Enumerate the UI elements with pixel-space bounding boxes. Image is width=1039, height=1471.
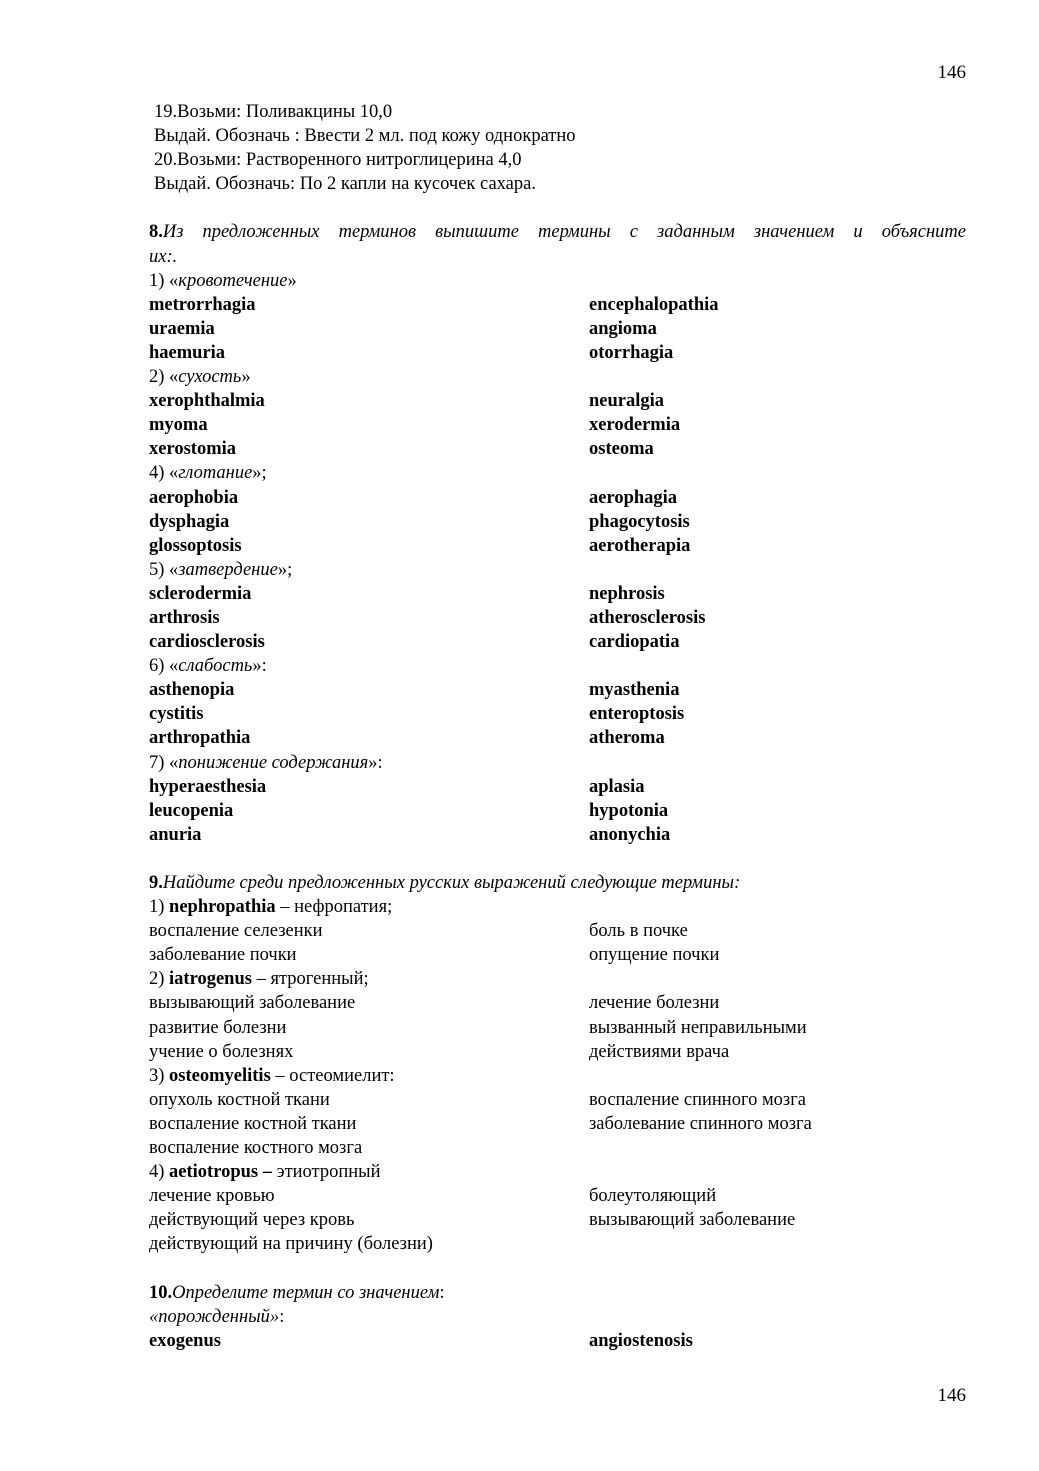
term-row bbox=[149, 606, 966, 630]
term-right: atheroma bbox=[589, 728, 665, 749]
term-row bbox=[149, 799, 966, 823]
option-row bbox=[149, 943, 966, 967]
term-right: aerophagia bbox=[589, 487, 678, 508]
meaning-number: 1) « bbox=[149, 270, 179, 291]
task9-groups bbox=[149, 895, 966, 1256]
term-row bbox=[149, 341, 966, 365]
meaning-heading bbox=[149, 558, 966, 582]
meaning-word: слабость bbox=[178, 656, 253, 677]
option-row bbox=[149, 1040, 966, 1064]
term-left: xerophthalmia bbox=[149, 391, 265, 412]
term-left: воспаление селезенки bbox=[149, 921, 323, 942]
term-left: asthenopia bbox=[149, 680, 235, 701]
term-left: опухоль костной ткани bbox=[149, 1089, 330, 1110]
term-right: заболевание спинного мозга bbox=[589, 1113, 812, 1134]
term-right: aplasia bbox=[589, 776, 645, 797]
term-right: cardiopatia bbox=[589, 632, 680, 653]
latin-term: osteomyelitis bbox=[169, 1065, 271, 1086]
term-left: leucopenia bbox=[149, 800, 234, 821]
term-left: воспаление костной ткани bbox=[149, 1113, 357, 1134]
meaning-close: »: bbox=[368, 752, 383, 773]
term-right: действиями врача bbox=[589, 1041, 730, 1062]
term-left: учение о болезнях bbox=[149, 1041, 294, 1062]
meaning-close: »; bbox=[252, 463, 267, 484]
meaning-word: сухость bbox=[178, 367, 242, 388]
term-row bbox=[149, 437, 966, 461]
task10-instruction-end: : bbox=[439, 1282, 445, 1303]
task10-instruction bbox=[149, 1281, 966, 1305]
term-right: воспаление спинного мозга bbox=[589, 1089, 807, 1110]
task8-groups bbox=[149, 269, 966, 847]
term-left: exogenus bbox=[149, 1330, 221, 1351]
term-heading bbox=[149, 1160, 966, 1184]
term-row bbox=[149, 775, 966, 799]
meaning-word: затвердение bbox=[178, 559, 278, 580]
task10-meaning: «порожденный» bbox=[149, 1306, 280, 1327]
term-row bbox=[149, 389, 966, 413]
term-left: metrorrhagia bbox=[149, 294, 256, 315]
term-left: glossoptosis bbox=[149, 535, 242, 556]
term-left: sclerodermia bbox=[149, 583, 252, 604]
option-row bbox=[149, 1136, 966, 1160]
task10-number: 10. bbox=[149, 1282, 173, 1303]
term-translation: – ятрогенный; bbox=[251, 969, 369, 990]
meaning-close: » bbox=[241, 367, 251, 388]
term-translation: – остеомиелит: bbox=[270, 1065, 395, 1086]
meaning-close: »; bbox=[277, 559, 293, 580]
term-row bbox=[149, 582, 966, 606]
task10-rows bbox=[149, 1329, 966, 1353]
term-left: uraemia bbox=[149, 318, 215, 339]
term-row bbox=[149, 630, 966, 654]
term-right: otorrhagia bbox=[589, 342, 674, 363]
option-row bbox=[149, 1088, 966, 1112]
term-left: hyperaesthesia bbox=[149, 776, 267, 797]
term-number: 2) bbox=[149, 969, 170, 990]
option-row bbox=[149, 1232, 966, 1256]
term-right: xerodermia bbox=[589, 415, 681, 436]
meaning-heading bbox=[149, 461, 966, 485]
meaning-close: »: bbox=[252, 656, 267, 677]
term-number: 3) bbox=[149, 1065, 170, 1086]
term-right: aerotherapia bbox=[589, 535, 691, 556]
meaning-number: 4) « bbox=[149, 463, 179, 484]
term-row bbox=[149, 486, 966, 510]
term-heading bbox=[149, 967, 966, 991]
option-row bbox=[149, 1016, 966, 1040]
term-left: действующий на причину (болезни) bbox=[149, 1234, 433, 1255]
term-left: действующий через кровь bbox=[149, 1210, 355, 1231]
term-row bbox=[149, 702, 966, 726]
term-right: angiostenosis bbox=[589, 1330, 693, 1351]
meaning-number: 2) « bbox=[149, 367, 179, 388]
term-left: dysphagia bbox=[149, 511, 230, 532]
term-row bbox=[149, 534, 966, 558]
option-row bbox=[149, 1184, 966, 1208]
term-left: заболевание почки bbox=[149, 945, 297, 966]
term-heading bbox=[149, 1064, 966, 1088]
term-left: arthropathia bbox=[149, 728, 251, 749]
task9-number: 9. bbox=[149, 873, 163, 893]
task8-number: 8. bbox=[149, 222, 163, 243]
term-row bbox=[149, 726, 966, 750]
term-left: cystitis bbox=[149, 704, 204, 725]
meaning-word: кровотечение bbox=[178, 270, 288, 291]
meaning-heading bbox=[149, 751, 966, 775]
term-translation: этиотропный bbox=[272, 1162, 381, 1183]
prescription-line: Выдай. Обозначь: По 2 капли на кусочек сахара. bbox=[154, 174, 536, 195]
term-row bbox=[149, 823, 966, 847]
term-left: aerophobia bbox=[149, 487, 239, 508]
meaning-number: 5) « bbox=[149, 559, 179, 580]
term-right: phagocytosis bbox=[589, 511, 690, 532]
term-right: neuralgia bbox=[589, 391, 665, 412]
term-number: 1) bbox=[149, 897, 170, 918]
page-number-bottom: 146 bbox=[937, 1385, 966, 1406]
term-right: osteoma bbox=[589, 439, 654, 460]
latin-term: iatrogenus bbox=[169, 969, 252, 990]
term-left: развитие болезни bbox=[149, 1017, 287, 1038]
term-left: вызывающий заболевание bbox=[149, 993, 356, 1014]
term-right: опущение почки bbox=[589, 945, 720, 966]
term-right: anonychia bbox=[589, 824, 671, 845]
prescription-line: Выдай. Обозначь : Ввести 2 мл. под кожу однократно bbox=[154, 126, 576, 147]
task10-meaning-end: : bbox=[279, 1306, 285, 1327]
term-row bbox=[149, 293, 966, 317]
task8-instruction-text: Из предложенных терминов выпишите термины с заданным значением и объясните bbox=[162, 222, 966, 243]
meaning-heading bbox=[149, 365, 966, 389]
term-row bbox=[149, 1329, 966, 1353]
term-right: myasthenia bbox=[589, 680, 680, 701]
task9-instruction-text: Найдите среди предложенных русских выражений следующие термины: bbox=[162, 873, 741, 893]
term-right: atherosclerosis bbox=[589, 607, 706, 628]
option-row bbox=[149, 1208, 966, 1232]
term-left: xerostomia bbox=[149, 439, 236, 460]
term-right: angioma bbox=[589, 318, 657, 339]
meaning-word: глотание bbox=[178, 463, 253, 484]
term-left: arthrosis bbox=[149, 607, 220, 628]
term-number: 4) bbox=[149, 1162, 170, 1183]
term-right bbox=[589, 1136, 966, 1160]
term-left: воспаление костного мозга bbox=[149, 1138, 363, 1159]
task10-instruction-text: Определите термин со значением bbox=[172, 1282, 440, 1303]
page-number-top: 146 bbox=[937, 62, 966, 83]
option-row bbox=[149, 1112, 966, 1136]
term-right: hypotonia bbox=[589, 800, 669, 821]
option-row bbox=[149, 991, 966, 1015]
term-right bbox=[589, 1232, 966, 1256]
latin-term: aetiotropus bbox=[169, 1162, 259, 1183]
latin-term: nephropathia bbox=[169, 897, 276, 918]
term-row bbox=[149, 510, 966, 534]
meaning-number: 7) « bbox=[149, 752, 179, 773]
meaning-heading bbox=[149, 269, 966, 293]
term-right: боль в почке bbox=[589, 921, 688, 942]
term-right: лечение болезни bbox=[589, 993, 720, 1014]
term-right: болеутоляющий bbox=[589, 1186, 717, 1207]
task9-instruction bbox=[149, 871, 966, 895]
meaning-number: 6) « bbox=[149, 656, 179, 677]
term-right: nephrosis bbox=[589, 583, 665, 604]
term-left: лечение кровью bbox=[149, 1186, 275, 1207]
term-left: anuria bbox=[149, 824, 202, 845]
page-content bbox=[149, 100, 966, 1353]
term-row bbox=[149, 317, 966, 341]
term-right: вызванный неправильными bbox=[589, 1017, 807, 1038]
meaning-close: » bbox=[287, 270, 297, 291]
task10-meaning-line bbox=[149, 1305, 966, 1329]
term-right: enteroptosis bbox=[589, 704, 685, 725]
term-dash: – bbox=[258, 1162, 272, 1183]
task8-instruction-end: их:. bbox=[149, 246, 178, 267]
option-row bbox=[149, 919, 966, 943]
prescription-line: 19.Возьми: Поливакцины 10,0 bbox=[154, 102, 393, 122]
meaning-heading bbox=[149, 654, 966, 678]
term-translation: – нефропатия; bbox=[275, 897, 393, 918]
term-left: myoma bbox=[149, 415, 208, 436]
task8-instruction bbox=[149, 220, 966, 244]
term-heading bbox=[149, 895, 966, 919]
prescription-line: 20.Возьми: Растворенного нитроглицерина 4,0 bbox=[154, 150, 522, 171]
meaning-word: понижение содержания bbox=[178, 752, 369, 773]
term-right: encephalopathia bbox=[589, 294, 719, 315]
term-row bbox=[149, 413, 966, 437]
term-left: cardiosclerosis bbox=[149, 632, 265, 653]
term-row bbox=[149, 678, 966, 702]
term-left: haemuria bbox=[149, 342, 226, 363]
term-right: вызывающий заболевание bbox=[589, 1210, 796, 1231]
